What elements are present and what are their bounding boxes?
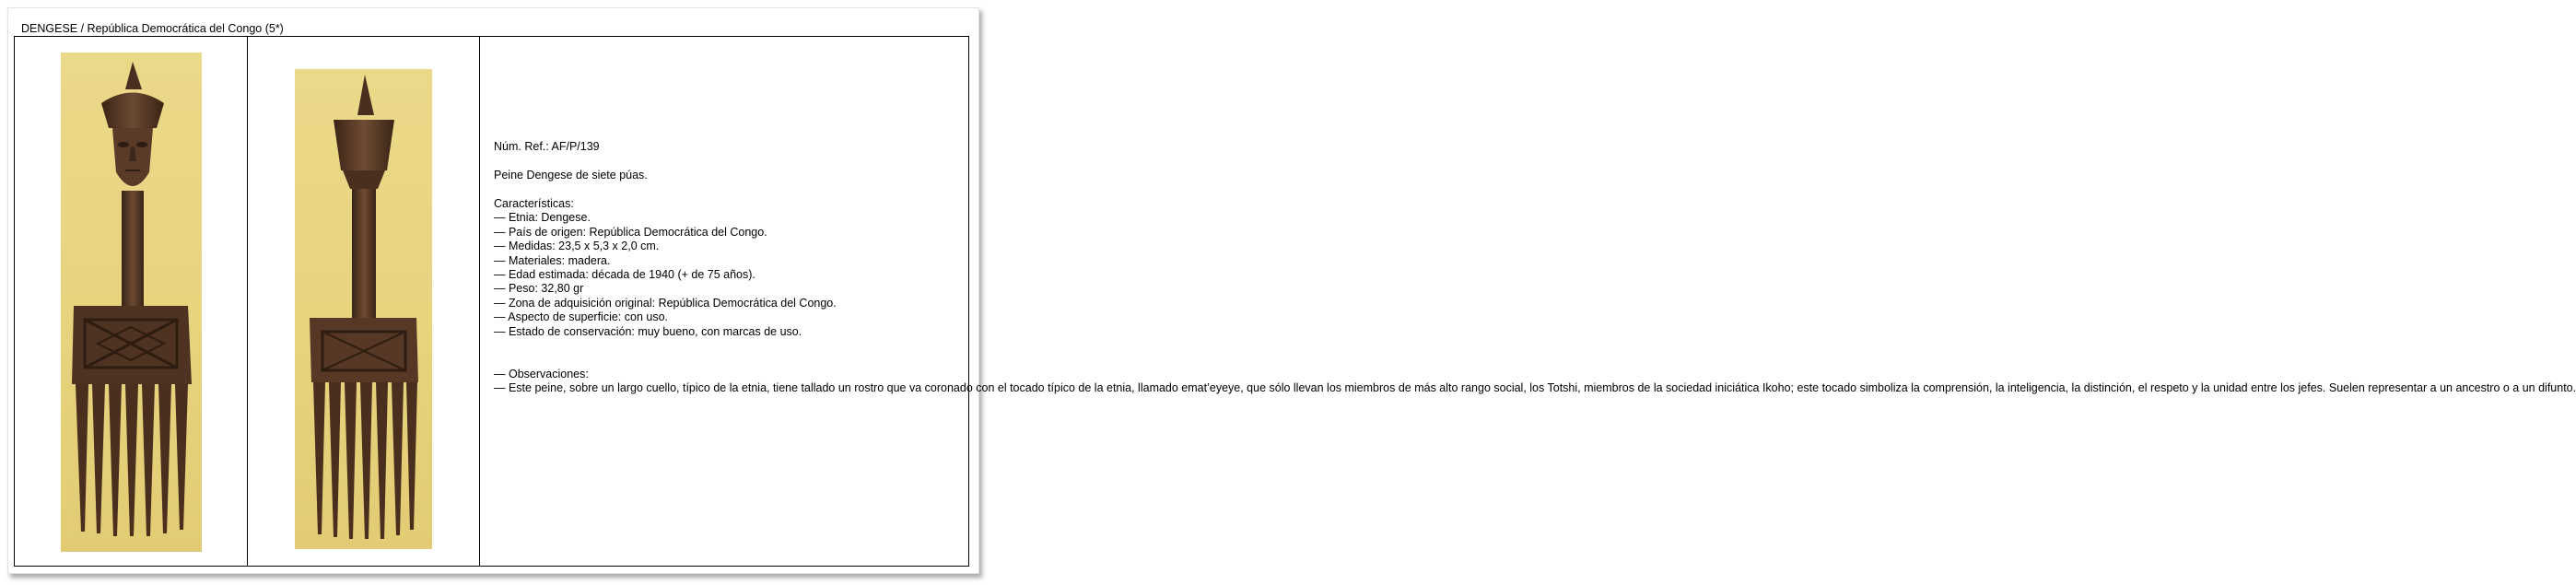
characteristics-heading: Características: xyxy=(494,197,574,210)
characteristic-item: — Etnia: Dengese. xyxy=(494,211,591,225)
observations xyxy=(494,368,2576,396)
comb-back-photo-icon xyxy=(295,69,432,549)
comb-with-face-front-photo-icon xyxy=(61,53,202,552)
characteristic-item: — Edad estimada: década de 1940 (+ de 75 años). xyxy=(494,268,755,282)
reference-number: Núm. Ref.: AF/P/139 xyxy=(494,140,600,153)
column-divider xyxy=(247,37,248,566)
record-text-cell xyxy=(486,37,2576,566)
document-page xyxy=(7,7,2576,574)
characteristic-item: — Medidas: 23,5 x 5,3 x 2,0 cm. xyxy=(494,240,660,253)
document-title: DENGESE / República Democrática del Congo (5*) xyxy=(21,22,284,35)
item-description: Peine Dengese de siete púas. xyxy=(494,169,648,181)
characteristic-item: — Aspecto de superficie: con uso. xyxy=(494,310,668,324)
characteristic-item: — Materiales: madera. xyxy=(494,253,611,267)
comb-back-photo xyxy=(295,69,432,549)
observations-heading: — Observaciones: xyxy=(494,368,589,380)
characteristics-list xyxy=(494,197,968,339)
characteristic-item: — Estado de conservación: muy bueno, con marcas de uso. xyxy=(494,324,802,338)
characteristic-item: — País de origen: República Democrática del Congo. xyxy=(494,225,767,239)
catalog-table xyxy=(14,36,2576,567)
observations-text: — Este peine, sobre un largo cuello, típico de la etnia, tiene tallado un rostro que va coronado con el tocado típico de la etnia, llamado emat’eyeye, que sólo llevan los miembros de más alto rango social, los Totshi, miembros de la sociedad iniciática Ikoho; este tocado simboliza la comprensión, la inteligencia, la distinción, el respeto y la unidad entre los jefes. Suelen representar a un ancestro o a un difunto. xyxy=(494,381,2576,395)
comb-front-photo xyxy=(61,53,202,552)
characteristic-item: — Peso: 32,80 gr xyxy=(494,282,584,296)
column-divider xyxy=(479,37,480,566)
characteristic-item: — Zona de adquisición original: República Democrática del Congo. xyxy=(494,296,837,310)
